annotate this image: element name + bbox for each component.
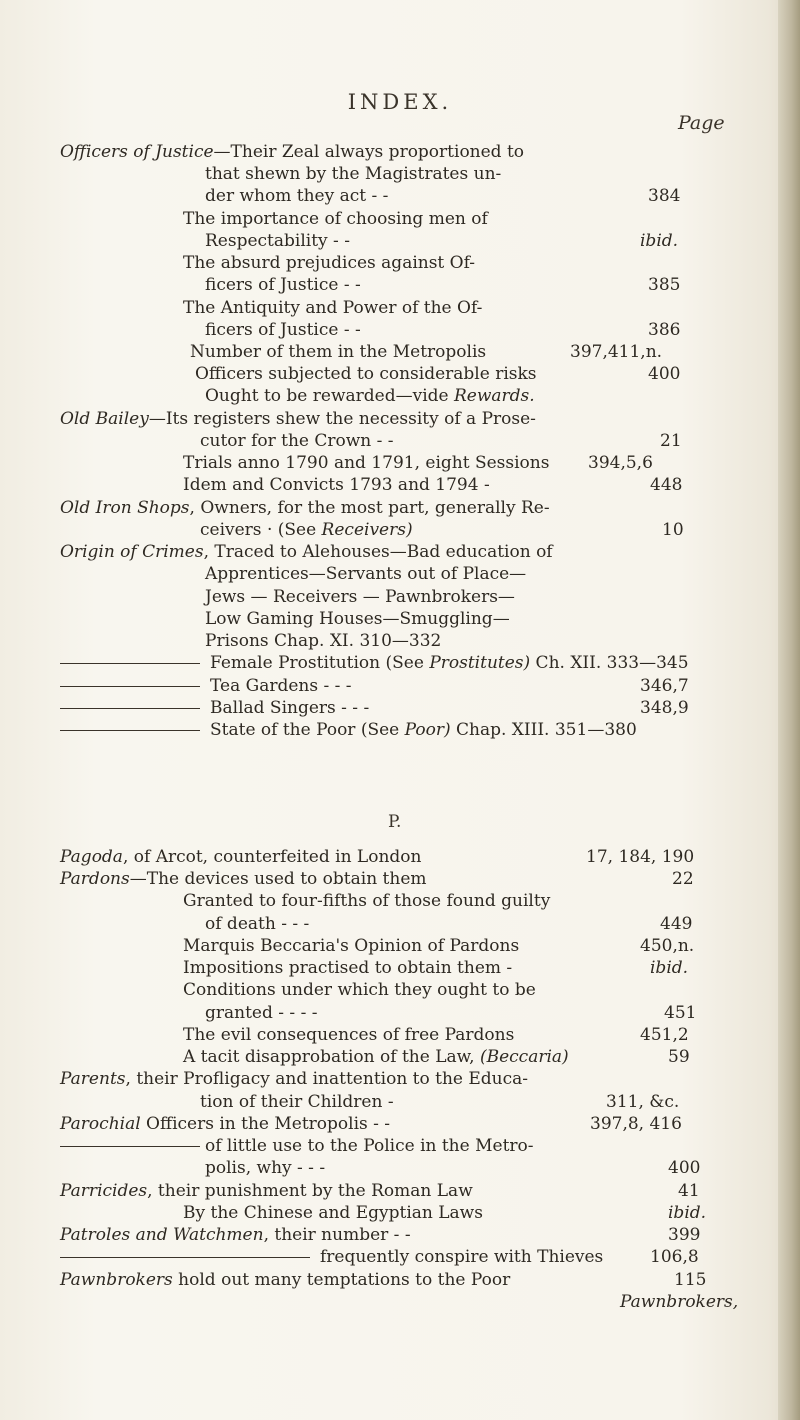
index-line bbox=[210, 675, 352, 697]
index-line bbox=[183, 890, 550, 912]
entry-text: Ought to be rewarded—vide bbox=[205, 386, 449, 406]
ditto-dash bbox=[60, 708, 200, 709]
index-line bbox=[210, 697, 369, 719]
entry-heading: Parochial bbox=[60, 1114, 141, 1134]
index-line bbox=[190, 341, 486, 363]
page-reference: ibid. bbox=[668, 1203, 707, 1223]
index-line bbox=[183, 957, 512, 979]
index-line bbox=[205, 608, 510, 630]
index-line bbox=[205, 385, 535, 407]
page-reference: ibid. bbox=[640, 231, 679, 251]
entry-text: , their number - - bbox=[263, 1225, 411, 1245]
index-line bbox=[60, 141, 524, 163]
index-line bbox=[200, 430, 394, 452]
index-line bbox=[205, 1157, 325, 1179]
entry-text: frequently conspire with Thieves bbox=[320, 1247, 604, 1267]
entry-text: of little use to the Police in the Metro- bbox=[205, 1136, 534, 1156]
page-reference: 59 bbox=[668, 1047, 690, 1067]
cross-reference: (Beccaria) bbox=[474, 1047, 569, 1067]
index-line bbox=[320, 1246, 603, 1268]
index-line bbox=[183, 1202, 483, 1224]
index-line bbox=[205, 1002, 317, 1024]
entry-heading: Pawnbrokers bbox=[60, 1270, 173, 1290]
entry-text: , of Arcot, counterfeited in London bbox=[122, 847, 422, 867]
index-line bbox=[60, 1113, 390, 1135]
index-line bbox=[183, 1046, 569, 1068]
entry-heading: Officers of Justice bbox=[60, 142, 214, 162]
entry-text: The Antiquity and Power of the Of- bbox=[183, 298, 483, 318]
index-line bbox=[200, 519, 413, 541]
entry-heading: Parents bbox=[60, 1069, 126, 1089]
page-reference: 386 bbox=[648, 320, 681, 340]
entry-text: ficers of Justice - - bbox=[205, 275, 361, 295]
index-line bbox=[205, 630, 441, 652]
entry-text: Low Gaming Houses—Smuggling— bbox=[205, 609, 510, 629]
index-line bbox=[60, 1224, 411, 1246]
entry-text: Idem and Convicts 1793 and 1794 - bbox=[183, 475, 490, 495]
entry-text: By the Chinese and Egyptian Laws bbox=[183, 1203, 483, 1223]
index-line bbox=[200, 1091, 394, 1113]
index-line bbox=[195, 363, 537, 385]
index-line bbox=[205, 913, 309, 935]
entry-text: Officers in the Metropolis - - bbox=[140, 1114, 391, 1134]
entry-text: Granted to four-fifths of those found guilty bbox=[183, 891, 551, 911]
index-line bbox=[205, 274, 361, 296]
index-line bbox=[60, 408, 536, 430]
cross-reference: Receivers) bbox=[316, 520, 413, 540]
index-line bbox=[183, 252, 475, 274]
entry-text-continued: Chap. XIII. 351—380 bbox=[450, 720, 637, 740]
entry-text: Apprentices—Servants out of Place— bbox=[205, 564, 527, 584]
index-line bbox=[205, 586, 515, 608]
binding-edge bbox=[778, 0, 800, 1420]
page-reference: 397,411,n. bbox=[570, 342, 663, 362]
entry-heading: Patroles and Watchmen bbox=[60, 1225, 264, 1245]
entry-text: The evil consequences of free Pardons bbox=[183, 1025, 515, 1045]
index-line bbox=[60, 868, 427, 890]
entry-text: —Its registers shew the necessity of a Prose- bbox=[148, 409, 536, 429]
index-line bbox=[60, 541, 553, 563]
entry-text: Female Prostitution (See bbox=[210, 653, 424, 673]
page-reference: 400 bbox=[668, 1158, 701, 1178]
page-reference: 400 bbox=[648, 364, 681, 384]
index-line bbox=[183, 979, 536, 1001]
page-reference: 115 bbox=[674, 1270, 707, 1290]
entry-text: The importance of choosing men of bbox=[183, 209, 488, 229]
ditto-dash bbox=[60, 1146, 200, 1147]
entry-text: Officers subjected to considerable risks bbox=[195, 364, 537, 384]
entry-heading: Pardons bbox=[60, 869, 130, 889]
page-column-label: Page bbox=[678, 112, 725, 134]
entry-text: —The devices used to obtain them bbox=[129, 869, 427, 889]
entry-text: ceivers · (See bbox=[200, 520, 317, 540]
page-reference: 21 bbox=[660, 431, 682, 451]
entry-text: A tacit disapprobation of the Law, bbox=[183, 1047, 475, 1067]
index-line bbox=[183, 452, 549, 474]
index-line bbox=[205, 1135, 534, 1157]
page-reference: 451 bbox=[664, 1003, 697, 1023]
ditto-dash bbox=[60, 730, 200, 731]
page-reference: 450,n. bbox=[640, 936, 695, 956]
entry-text: Ballad Singers - - - bbox=[210, 698, 370, 718]
page-reference: 448 bbox=[650, 475, 683, 495]
section-letter: P. bbox=[388, 812, 402, 832]
index-line bbox=[60, 497, 550, 519]
cross-reference: Rewards. bbox=[448, 386, 535, 406]
index-line bbox=[205, 163, 501, 185]
entry-text: State of the Poor (See bbox=[210, 720, 400, 740]
index-line bbox=[60, 846, 421, 868]
entry-text: of death - - - bbox=[205, 914, 310, 934]
index-line bbox=[205, 563, 526, 585]
entry-text: Jews — Receivers — Pawnbrokers— bbox=[205, 587, 515, 607]
entry-text: , Traced to Alehouses—Bad education of bbox=[203, 542, 553, 562]
entry-text: ficers of Justice - - bbox=[205, 320, 361, 340]
entry-text: Number of them in the Metropolis bbox=[190, 342, 487, 362]
index-line bbox=[183, 208, 488, 230]
entry-text: —Their Zeal always proportioned to bbox=[213, 142, 525, 162]
entry-heading: Old Bailey bbox=[60, 409, 149, 429]
entry-text: Tea Gardens - - - bbox=[210, 676, 352, 696]
index-line bbox=[205, 319, 361, 341]
running-head: INDEX. bbox=[347, 90, 453, 114]
entry-text: cutor for the Crown - - bbox=[200, 431, 394, 451]
page-reference: 397,8, 416 bbox=[590, 1114, 682, 1134]
entry-text: , their punishment by the Roman Law bbox=[147, 1181, 473, 1201]
page-reference: 106,8 bbox=[650, 1247, 699, 1267]
page-reference: 348,9 bbox=[640, 698, 689, 718]
entry-text: Impositions practised to obtain them - bbox=[183, 958, 513, 978]
entry-text: polis, why - - - bbox=[205, 1158, 326, 1178]
ditto-dash bbox=[60, 686, 200, 687]
index-line bbox=[60, 1269, 510, 1291]
entry-text: hold out many temptations to the Poor bbox=[172, 1270, 511, 1290]
entry-text: Marquis Beccaria's Opinion of Pardons bbox=[183, 936, 520, 956]
index-line bbox=[183, 1024, 514, 1046]
page-reference: 451,2 bbox=[640, 1025, 689, 1045]
entry-heading: Pagoda bbox=[60, 847, 123, 867]
entry-text: , their Profligacy and inattention to the Educa- bbox=[125, 1069, 529, 1089]
entry-text: , Owners, for the most part, generally Re- bbox=[189, 498, 550, 518]
index-line bbox=[210, 719, 637, 741]
cross-reference: Poor) bbox=[399, 720, 451, 740]
page-reference: 311, &c. bbox=[606, 1092, 680, 1112]
entry-text: der whom they act - - bbox=[205, 186, 389, 206]
page-reference: 385 bbox=[648, 275, 681, 295]
entry-text: granted - - - - bbox=[205, 1003, 318, 1023]
ditto-dash bbox=[60, 663, 200, 664]
index-line bbox=[183, 297, 482, 319]
entry-text: Trials anno 1790 and 1791, eight Sessions bbox=[183, 453, 550, 473]
page-reference: 22 bbox=[672, 869, 694, 889]
index-line bbox=[205, 185, 388, 207]
entry-text: The absurd prejudices against Of- bbox=[183, 253, 476, 273]
page-reference: 17, 184, 190 bbox=[586, 847, 695, 867]
page-reference: 394,5,6 bbox=[588, 453, 653, 473]
ditto-dash bbox=[60, 1257, 310, 1258]
page-reference: Pawnbrokers, bbox=[620, 1292, 739, 1312]
entry-text: tion of their Children - bbox=[200, 1092, 394, 1112]
page-reference: 399 bbox=[668, 1225, 701, 1245]
index-line bbox=[60, 1068, 528, 1090]
entry-heading: Origin of Crimes bbox=[60, 542, 204, 562]
page-reference: ibid. bbox=[650, 958, 689, 978]
index-line bbox=[60, 1180, 473, 1202]
entry-heading: Parricides bbox=[60, 1181, 148, 1201]
page-reference: 384 bbox=[648, 186, 681, 206]
index-line bbox=[183, 935, 519, 957]
entry-heading: Old Iron Shops bbox=[60, 498, 190, 518]
page-reference: 346,7 bbox=[640, 676, 689, 696]
page-reference: 449 bbox=[660, 914, 693, 934]
index-line bbox=[183, 474, 490, 496]
entry-text: Conditions under which they ought to be bbox=[183, 980, 536, 1000]
page-reference: 10 bbox=[662, 520, 684, 540]
page-reference: 41 bbox=[678, 1181, 700, 1201]
entry-text-continued: Ch. XII. 333—345 bbox=[530, 653, 689, 673]
entry-text: Respectability - - bbox=[205, 231, 350, 251]
cross-reference: Prostitutes) bbox=[423, 653, 531, 673]
entry-text: that shewn by the Magistrates un- bbox=[205, 164, 502, 184]
index-line bbox=[205, 230, 350, 252]
entry-text: Prisons Chap. XI. 310—332 bbox=[205, 631, 442, 651]
index-line bbox=[210, 652, 689, 674]
